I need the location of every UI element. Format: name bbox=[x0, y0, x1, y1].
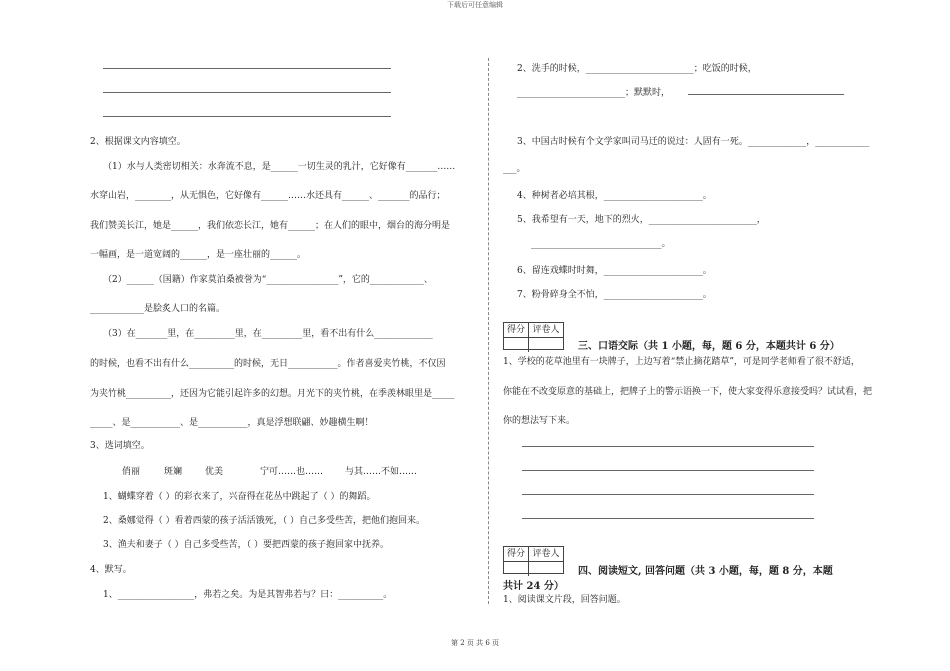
section-3-q1-line-c: 你的想法写下来。 bbox=[503, 416, 576, 426]
recite-7: 7、粉骨碎身全不怕，______________________。 bbox=[517, 290, 712, 300]
question-2-1-line-d: 一幅画，是一道宽阔的______，是一座壮丽的______。 bbox=[90, 250, 307, 260]
question-2-1-line-c: 我们赞美长江，她是______，我们依恋长江，她有______；在人们的眼中，烟台的海分明是 bbox=[90, 221, 451, 231]
question-2-3-line-a: （3）在_______里，在_________里，在_________里，看不出有什么_____________ bbox=[103, 329, 433, 339]
answer-line[interactable] bbox=[522, 446, 814, 447]
question-2-3-line-c: 为夹竹桃__________，还因为它能引起许多的幻想。月光下的夹竹桃，在季羡林眼里是_____ bbox=[90, 389, 455, 399]
word-choice: 斑斓 bbox=[164, 467, 183, 477]
section-4-title-b: 共计 24 分） bbox=[503, 581, 564, 592]
word-choice: 与其……不如…… bbox=[345, 467, 418, 477]
score-box-section-4 bbox=[503, 546, 564, 574]
question-3-title: 3、选词填空。 bbox=[90, 441, 150, 451]
question-4-title: 4、默写。 bbox=[90, 565, 132, 575]
answer-line[interactable] bbox=[688, 94, 844, 95]
section-3-title: 三、口语交际（共 1 小题，每，题 6 分，本题共计 6 分） bbox=[578, 341, 840, 352]
recite-6: 6、留连戏蝶时时舞，______________________。 bbox=[517, 266, 712, 276]
page-number: 第 2 页 共 6 页 bbox=[450, 639, 500, 647]
recite-5-line-b: _____________________________。 bbox=[531, 239, 671, 249]
answer-line[interactable] bbox=[522, 494, 814, 495]
word-choice: 宁可……也…… bbox=[260, 467, 324, 477]
answer-line[interactable] bbox=[103, 116, 391, 117]
question-2-3-line-b: 的时候，也看不出有什么__________的时候，无日___________。作者喜爱夹竹桃，不仅因 bbox=[90, 359, 446, 369]
question-2-3-line-d: _____、是___________、是___________，真是浮想联翩、妙趣横生啊！ bbox=[90, 418, 374, 428]
question-2-2-line-b: ____________是脍炙人口的名篇。 bbox=[90, 304, 226, 314]
recite-4: 4、种树者必培其根，______________________。 bbox=[517, 191, 712, 201]
section-3-q1-line-a: 1、学校的花草池里有一块牌子，上边写着“禁止摘花踏草”，可是同学老师看了很不舒适， bbox=[503, 357, 860, 367]
recite-5-line-a: 5、我希望有一天，地下的烈火，________________________， bbox=[517, 215, 766, 225]
question-2-2-line-a: （2）______（国籍）作家莫泊桑被誉为“________________”，它的____________、 bbox=[103, 275, 433, 285]
answer-line[interactable] bbox=[522, 470, 814, 471]
question-2-1-line-a: （1）水与人类密切相关：水奔流不息，是______一切生灵的乳汁，它好像有_______…… bbox=[103, 162, 456, 172]
section-3-q1-line-b: 你能在不改变原意的基础上，把牌子上的警示语换一下，使大家变得乐意接受吗？试试看，把 bbox=[503, 387, 873, 397]
question-2-title: 2、根据课文内容填空。 bbox=[90, 137, 186, 147]
score-box-section-3 bbox=[503, 322, 564, 350]
recite-3-line-a: 3、中国古时候有个文学家叫司马迁的说过：人固有一死。_____________，____________ bbox=[517, 137, 870, 147]
column-divider bbox=[488, 58, 489, 604]
question-4-1: 1、_________________，弗若之矣。为是其智弗若与？曰：__________。 bbox=[103, 590, 393, 600]
answer-line[interactable] bbox=[103, 92, 391, 93]
score-cell[interactable] bbox=[504, 562, 529, 576]
word-choice: 优美 bbox=[205, 467, 224, 477]
grader-label: 评卷人 bbox=[532, 325, 560, 335]
question-3-1: 1、蝴蝶穿着（ ）的彩衣来了，兴奋得在花丛中跳起了（ ）的舞蹈。 bbox=[103, 492, 376, 502]
question-3-3: 3、渔夫和妻子（ ）自己多受些苦，（ ）要把西蒙的孩子抱回家中抚养。 bbox=[103, 540, 389, 550]
score-label: 得分 bbox=[504, 323, 529, 337]
word-choice: 俏丽 bbox=[122, 467, 141, 477]
section-4-q1: 1、阅读课文片段，回答问题。 bbox=[503, 595, 626, 605]
grader-cell[interactable] bbox=[529, 562, 563, 576]
recite-3-line-b: ___。 bbox=[503, 164, 526, 174]
question-2-1-line-b: 水穿山岩，________，从无惧色，它好像有______……水还具有______、_______的品行； bbox=[90, 191, 446, 201]
answer-line[interactable] bbox=[103, 68, 391, 69]
answer-line[interactable] bbox=[522, 518, 814, 519]
recite-2-line-a: 2、洗手的时候，________________________；吃饭的时候， bbox=[517, 64, 757, 74]
score-cell[interactable] bbox=[504, 338, 529, 352]
section-4-title-a: 四、阅读短文, 回答问题（共 3 小题，每，题 8 分，本题 bbox=[578, 566, 833, 577]
grader-cell[interactable] bbox=[529, 338, 563, 352]
recite-2-line-b: ________________________；默默时， bbox=[517, 88, 671, 98]
header-note: 下载后可任意编辑 bbox=[447, 1, 503, 9]
grader-label: 评卷人 bbox=[532, 549, 560, 559]
score-label: 得分 bbox=[504, 547, 529, 561]
question-3-2: 2、桑娜觉得（ ）看着西蒙的孩子活活饿死，（ ）自己多受些苦，把他们抱回来。 bbox=[103, 516, 425, 526]
